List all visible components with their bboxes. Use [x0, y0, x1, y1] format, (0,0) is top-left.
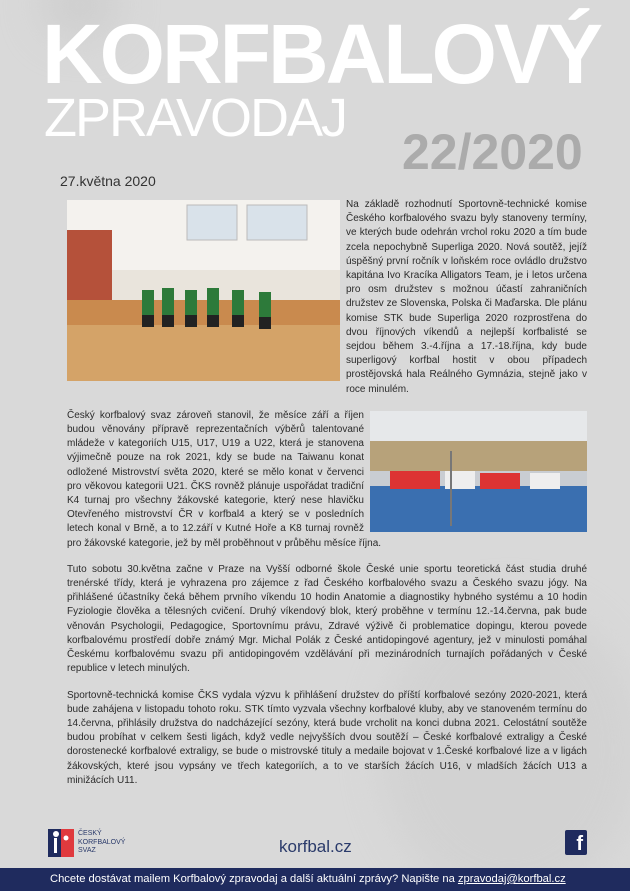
article-paragraph-3: Tuto sobotu 30.května začne v Praze na Vyšší odborné škole České unie sportu teoretická část studia druhé trenérské třídy, která je vyhrazena pro zájemce z řad Českého korfbalového svazu a Českého svazu jógy. Na přihlášené účastníky čeká během prvního víkendu 10 hodin Anatomie a diagnostiky hybného systému a 10 hodin Fyziologie člověka a tělesných cvičení. Druhý víkendový blok, který proběhne v termínu 12.-14.června, pak bude věnován Psychologii, Pedagogice, Sportovnímu právu, Zdravé výživě či problematice dopingu, kterou povede korfbalovému prostředí dobře známý Mgr. Michal Polák z České antidopingové agentury, jež v minulosti pomáhal Českému korfbalovému svazu při antidopingovém vzdělávání při mezinárodních turnajích pořádaných v České republice v letech minulých. — [67, 563, 587, 675]
article-paragraph-4: Sportovně-technická komise ČKS vydala výzvu k přihlášení družstev do příští korfbalové sezóny 2020-2021, která bude zahájena v listopadu tohoto roku. STK tímto vyzvala všechny korfbalové kluby, aby ve stanoveném termínu do 14.června, přihlásily družstva do nadcházející sezóny, která bude vrcholit na konci dubna 2021. Celostátní soutěže budou probíhat v celkem šesti ligách, když vedle nejvyšších dvou soutěží – České korfbalové extraligy a České dorostenecké korfbalové extraligy, se bude o mistrovské tituly a medaile bojovat v 1.České korfbalové lize a v ligách žákovských, které jsou vypsány ve třech kategoriích, a to ve starších žácích U16, v mladších žácích U13 a minižácích U11. — [67, 689, 587, 786]
team-photo — [67, 200, 340, 381]
issue-number: 22/2020 — [402, 124, 583, 180]
tournament-photo — [370, 411, 587, 532]
article-paragraph-1-text: Na základě rozhodnutí Sportovně-technické komise Českého korfbalového svazu byly stanoveny termíny, ve kterých bude odehrán vrchol roku 2020 a tím bude zcela nepochybně Superliga 2020. Nová soutěž, jejíž úspěšný první ročník v loňském roce ovládlo družstvo kapitána Ivo Kracíka Alligators Team, je i letos určena pro osm družstev s možnou účastí zahraničních družstev ze Slovenska, Polska či Maďarska. Dle plánu komise STK bude Superliga 2020 rozprostřena do dvou říjnových víkendů a nejlepší korfbalisté se sejdou během 3.-4.října a 17.-18.října, kdy bude superligový korfbal hostit — [346, 199, 587, 367]
article-paragraph-1 — [67, 198, 587, 397]
article-paragraph-2 — [67, 409, 587, 551]
cks-logo-icon — [48, 829, 74, 857]
issue-date: 27.května 2020 — [60, 173, 156, 189]
logo-text: ČESKÝ KORFBALOVÝ SVAZ — [78, 830, 126, 855]
email-link[interactable]: zpravodaj@korfbal.cz — [457, 873, 566, 885]
article-paragraph-2-end: posledních letech konal v Brně, a to 12.září v Kutné Hoře a K8 turnaj rovněž pro žákovské kategorie, jež by měl proběhnout v průběhu měsíce října. — [67, 509, 382, 549]
masthead-subtitle: ZPRAVODAJ — [44, 88, 347, 148]
subscribe-bar — [0, 868, 630, 891]
facebook-icon[interactable]: f — [565, 830, 587, 855]
subscribe-text: Chcete dostávat mailem Korfbalový zpravodaj a další aktuální zprávy? Napište na — [50, 873, 458, 885]
article-paragraph-2-text: Český korfbalový svaz zároveň stanovil, že měsíce září a říjen budou věnovány přípravě reprezentačních výběrů talentované mládeže v kategoriích U15, U17, U19 a U22, která je stanovena výjimečně pouze na rok 2021, kdy se bude na Taiwanu konat odložené Mistrovství světa 2020, které se mělo konat v červenci pro věkovou kategorii U21. ČKS rovněž plánuje uspořádat tradiční K4 turnaj pro všechny žákovské kategorie, který nese hlavičku Otevřeného mistrovství ČR v korfbal4 a který se v — [67, 409, 364, 521]
article — [67, 198, 587, 800]
masthead-title: KORFBALOVÝ — [42, 7, 600, 101]
cks-logo[interactable] — [48, 829, 125, 857]
article-paragraph-1-end: v obou případech prostějovská hala Reálného Gymnázia, stejně jako v roce minulém. — [346, 355, 588, 395]
website-link[interactable]: korfbal.cz — [279, 837, 352, 856]
